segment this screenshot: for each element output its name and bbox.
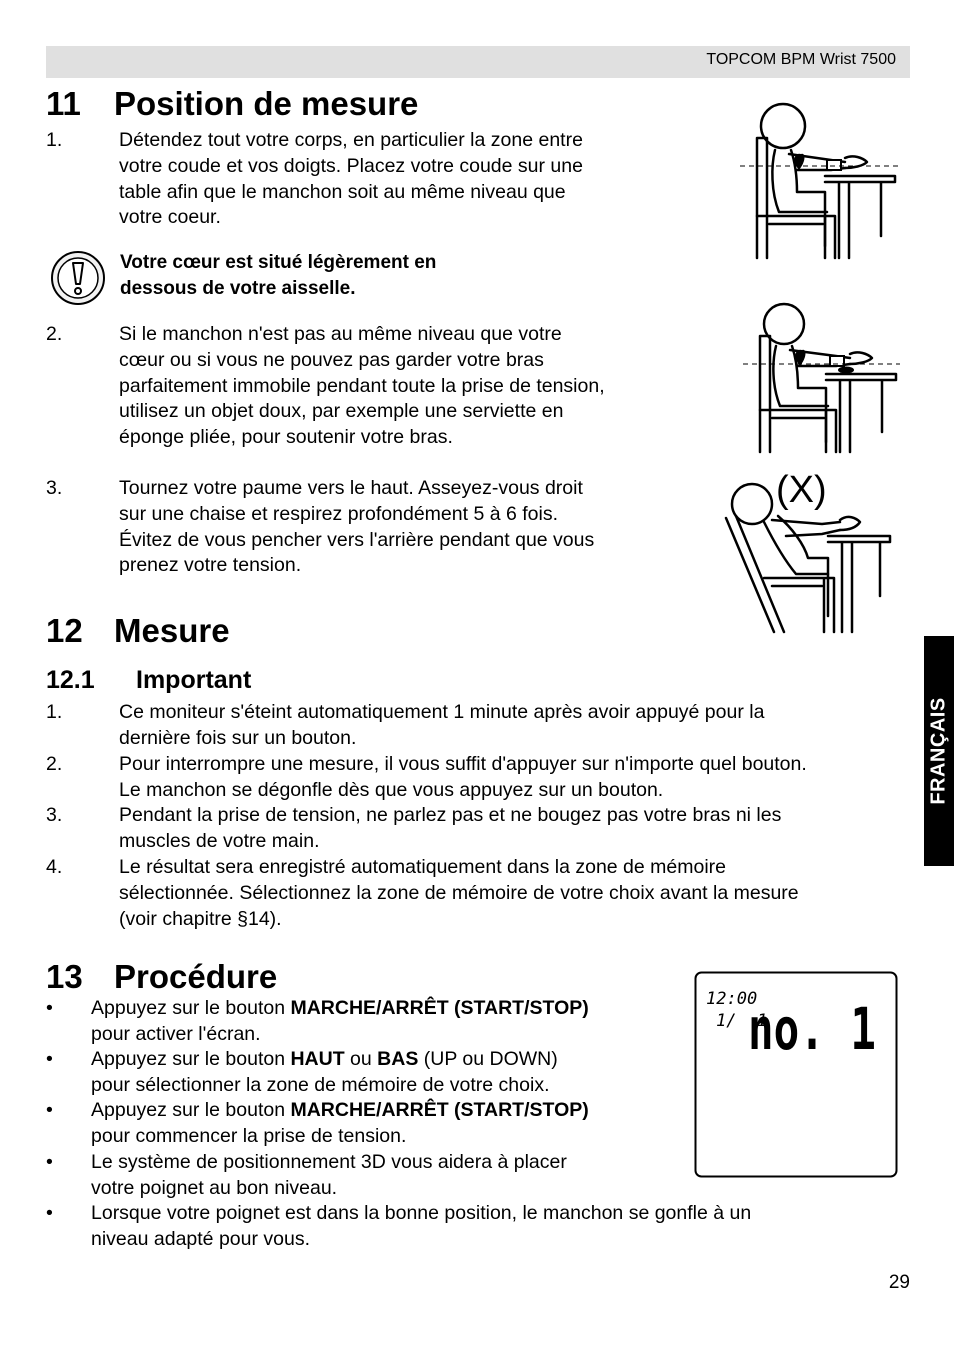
note-line: Votre cœur est situé légèrement en <box>120 252 437 273</box>
item-line: Évitez de vous pencher vers l'arrière pendant que vous <box>119 528 595 551</box>
seated-posture-illustration <box>735 96 905 261</box>
item-number: 1. <box>46 701 63 723</box>
bullet-symbol: • <box>46 1202 53 1224</box>
section-number: 11 <box>46 85 81 122</box>
item-line: cœur ou si vous ne pouvez pas garder votre bras <box>119 348 544 371</box>
item-line: dernière fois sur un bouton. <box>119 726 357 749</box>
item-line: votre coude et vos doigts. Placez votre coude sur une <box>119 154 583 177</box>
language-tab <box>924 636 954 866</box>
item-number: 2. <box>46 753 63 775</box>
item-line: Tournez votre paume vers le haut. Asseyez-vous droit <box>119 477 583 499</box>
lcd-display-illustration <box>694 971 898 1178</box>
page-number: 29 <box>888 1272 910 1293</box>
wrong-posture-label: (X) <box>776 469 827 511</box>
bullet-symbol: • <box>46 1048 53 1070</box>
note-text <box>120 250 540 302</box>
item-line: Détendez tout votre corps, en particulier la zone entre <box>119 129 583 151</box>
item-line: éponge pliée, pour soutenir votre bras. <box>119 426 453 449</box>
item-line: utilisez un objet doux, par exemple une serviette en <box>119 400 564 423</box>
seated-posture-support-illustration <box>740 298 905 456</box>
item-line: Le résultat sera enregistré automatiquement dans la zone de mémoire <box>119 856 727 878</box>
item-line: sélectionnée. Sélectionnez la zone de mémoire de votre choix avant la mesure <box>119 881 799 904</box>
item-number: 3. <box>46 477 63 499</box>
section-title: Mesure <box>114 612 230 649</box>
item-line: Ce moniteur s'éteint automatiquement 1 minute après avoir appuyé pour la <box>119 701 765 723</box>
lcd-time: 12:00 <box>706 989 758 1009</box>
item-number: 4. <box>46 856 63 878</box>
subsection-title: Important <box>136 666 252 694</box>
wrong-posture-illustration <box>724 466 894 636</box>
bullet-symbol: • <box>46 997 53 1019</box>
bullet-text: Appuyez sur le bouton <box>91 997 291 1019</box>
lcd-date: 1/ 1 <box>716 1011 768 1031</box>
button-name: MARCHE/ARRÊT (START/STOP) <box>290 997 589 1019</box>
item-line: votre coeur. <box>119 206 221 229</box>
bullet-text: ou <box>344 1048 378 1070</box>
bullet-symbol: • <box>46 1151 53 1173</box>
item-line: Pendant la prise de tension, ne parlez pas et ne bougez pas votre bras ni les <box>119 804 782 826</box>
bullet-text: pour activer l'écran. <box>91 1022 261 1045</box>
language-tab-label: FRANÇAIS <box>927 697 950 805</box>
button-name: BAS <box>377 1048 419 1070</box>
item-number: 3. <box>46 804 63 826</box>
button-name: MARCHE/ARRÊT (START/STOP) <box>290 1099 589 1121</box>
item-line: prenez votre tension. <box>119 554 302 577</box>
item-line: sur une chaise et respirez profondément 5 à 6 fois. <box>119 502 558 525</box>
section-13-heading <box>46 958 277 996</box>
item-line: Si le manchon n'est pas au même niveau que votre <box>119 323 562 345</box>
subsection-number: 12.1 <box>46 666 95 694</box>
bullet-text: niveau adapté pour vous. <box>91 1227 310 1250</box>
bullet-text: pour commencer la prise de tension. <box>91 1124 407 1147</box>
warning-icon <box>50 250 106 306</box>
item-line: parfaitement immobile pendant toute la prise de tension, <box>119 374 605 397</box>
bullet-text: Appuyez sur le bouton <box>91 1099 291 1121</box>
item-number: 2. <box>46 323 63 345</box>
header-title: TOPCOM BPM Wrist 7500 <box>706 51 896 68</box>
section-title: Position de mesure <box>114 85 419 122</box>
header-bar <box>46 46 910 78</box>
bullet-symbol: • <box>46 1099 53 1121</box>
item-line: (voir chapitre §14). <box>119 907 282 930</box>
subsection-12-1-heading <box>46 665 251 695</box>
bullet-text: pour sélectionner la zone de mémoire de votre choix. <box>91 1073 550 1096</box>
section-12-heading <box>46 612 230 650</box>
button-name: HAUT <box>290 1048 345 1070</box>
bullet-text: Lorsque votre poignet est dans la bonne position, le manchon se gonfle à un <box>91 1202 752 1224</box>
bullet-text: votre poignet au bon niveau. <box>91 1176 338 1199</box>
bullet-text: Appuyez sur le bouton <box>91 1048 291 1070</box>
lcd-memory-zone: no. 1 <box>748 995 876 1063</box>
item-line: muscles de votre main. <box>119 829 320 852</box>
item-number: 1. <box>46 129 63 151</box>
bullet-text: (UP ou DOWN) <box>418 1048 558 1070</box>
section-11-heading <box>46 85 418 123</box>
item-line: Pour interrompre une mesure, il vous suffit d'appuyer sur n'importe quel bouton. <box>119 753 807 775</box>
section-number: 12 <box>46 612 83 649</box>
section-number: 13 <box>46 958 83 995</box>
section-title: Procédure <box>114 958 278 995</box>
item-line: table afin que le manchon soit au même niveau que <box>119 180 566 203</box>
bullet-text: Le système de positionnement 3D vous aidera à placer <box>91 1151 567 1173</box>
item-line: Le manchon se dégonfle dès que vous appuyez sur un bouton. <box>119 778 664 801</box>
note-line: dessous de votre aisselle. <box>120 278 356 299</box>
